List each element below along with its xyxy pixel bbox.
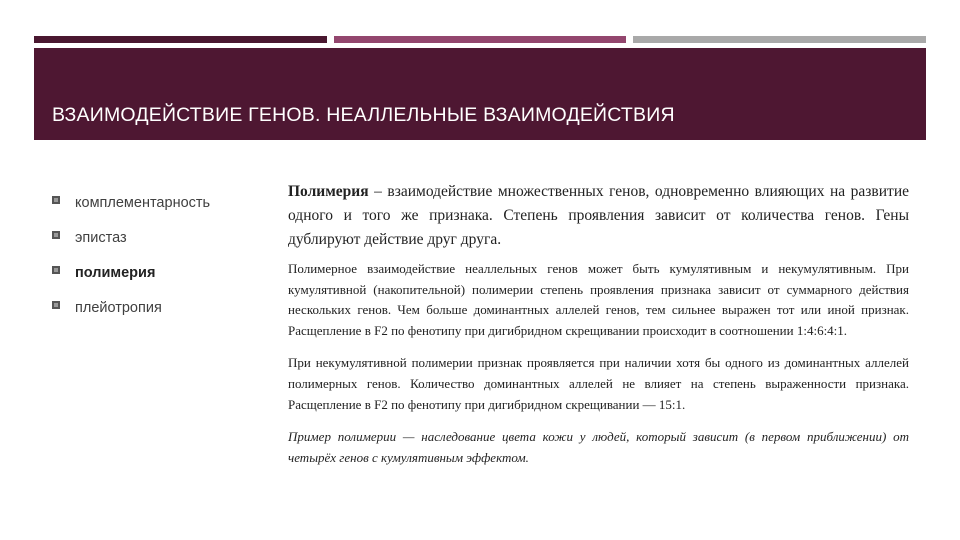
square-bullet-icon bbox=[52, 301, 60, 309]
list-item-polymery bbox=[50, 263, 210, 298]
title-banner bbox=[34, 48, 926, 140]
cumulative-paragraph: Полимерное взаимодействие неаллельных генов может быть кумулятивным и некумулятивным. При кумулятивной (накопительной) полимерии степень проявления признака зависит от суммарного действия нескольких генов. Чем больше доминантных аллелей генов, тем сильнее выражен тот или иной признак. Расщепление в F2 по фенотипу при дигибридном скрещивании происходит в соотношении 1:4:6:4:1. bbox=[288, 261, 909, 338]
list-item-label: комплементарность bbox=[75, 195, 211, 211]
topic-list bbox=[50, 193, 210, 333]
list-item-epistasis bbox=[50, 228, 210, 263]
list-item-label: полимерия bbox=[75, 265, 156, 281]
accent-bar-dark bbox=[34, 36, 327, 43]
definition-text: – взаимодействие множественных генов, одновременно влияющих на развитие одного и того же признака. Степень проявления зависит от количества генов. Гены дублируют действие друг друга. bbox=[288, 183, 909, 248]
square-bullet-icon bbox=[52, 266, 60, 274]
noncumulative-paragraph: При некумулятивной полимерии признак проявляется при наличии хотя бы одного из доминантных аллелей полимерных генов. Количество доминантных аллелей не влияет на степень выраженности признака. Расщепление в F2 по фенотипу при дигибридном скрещивании — 15:1. bbox=[288, 355, 909, 412]
square-bullet-icon bbox=[52, 231, 60, 239]
list-item-complementarity bbox=[50, 193, 210, 228]
definition-term: Полимерия bbox=[288, 183, 369, 200]
example-paragraph: Пример полимерии — наследование цвета кожи у людей, который зависит (в первом приближении) от четырёх генов с кумулятивным эффектом. bbox=[288, 429, 909, 465]
list-item-label: эпистаз bbox=[75, 230, 127, 246]
definition-paragraph bbox=[288, 180, 909, 252]
accent-bar-mauve bbox=[334, 36, 626, 43]
list-item-label: плейотропия bbox=[75, 300, 162, 316]
slide-title: ВЗАИМОДЕЙСТВИЕ ГЕНОВ. НЕАЛЛЕЛЬНЫЕ ВЗАИМОДЕЙСТВИЯ bbox=[52, 104, 675, 126]
accent-bar-gray bbox=[633, 36, 926, 43]
content-area bbox=[288, 180, 909, 468]
list-item-pleiotropy bbox=[50, 298, 210, 333]
square-bullet-icon bbox=[52, 196, 60, 204]
